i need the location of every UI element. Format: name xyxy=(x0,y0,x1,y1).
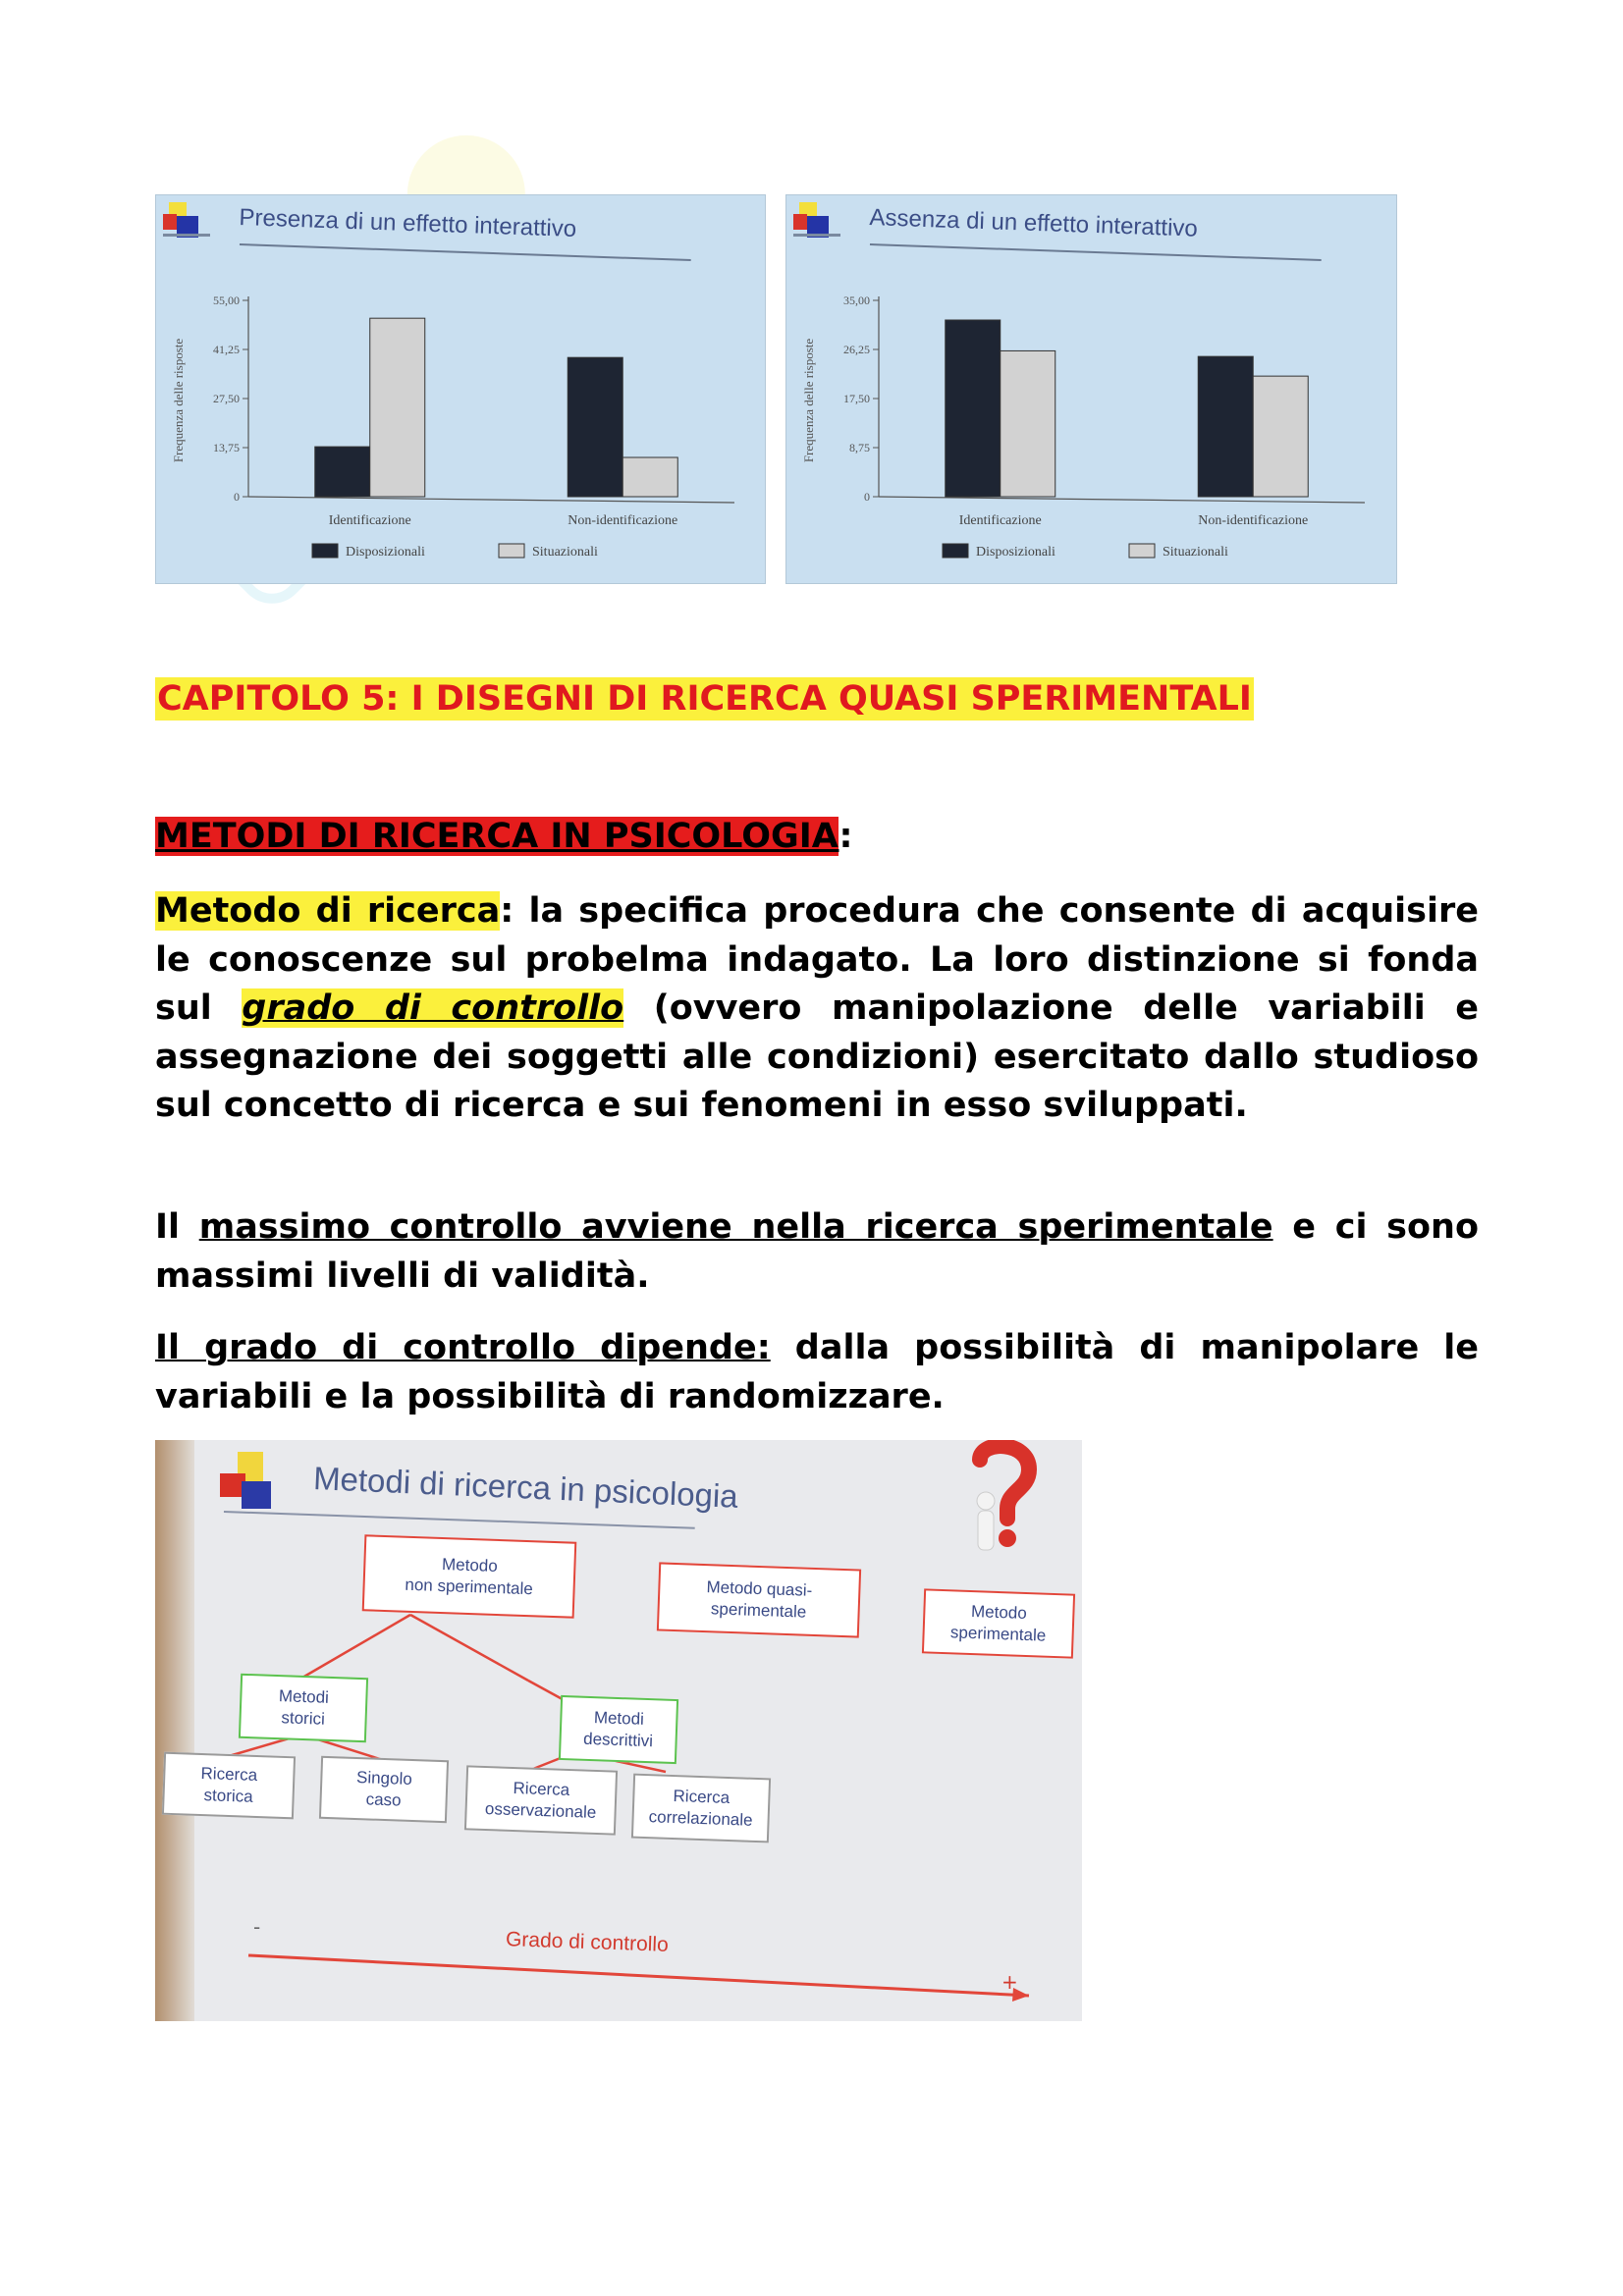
y-tick-label: 41,25 xyxy=(213,343,240,356)
bar-situazionali-0 xyxy=(370,318,425,497)
axis-minus-label: - xyxy=(253,1915,261,1939)
bar-situazionali-0 xyxy=(1001,350,1055,497)
node-metodi-descrittivi: Metodi descrittivi xyxy=(559,1695,678,1764)
emph-grado-di-controllo: grado di controllo xyxy=(242,988,624,1028)
axis-label-grado-di-controllo: Grado di controllo xyxy=(505,1928,670,1956)
y-tick-label: 0 xyxy=(234,490,240,504)
y-tick-label: 13,75 xyxy=(213,441,240,454)
legend-swatch xyxy=(499,544,524,558)
bar-disposizionali-0 xyxy=(315,447,370,497)
x-category-label: Non-identificazione xyxy=(1198,513,1309,528)
chart-presenza-effetto xyxy=(155,194,766,584)
bar-chart-left xyxy=(155,194,766,584)
node-ricerca-osservazionale: Ricerca osservazionale xyxy=(464,1765,618,1835)
node-metodi-storici: Metodi storici xyxy=(239,1674,368,1742)
bar-disposizionali-1 xyxy=(1198,356,1253,497)
node-metodo-quasi-sperimentale: Metodo quasi- sperimentale xyxy=(657,1562,861,1637)
y-tick-label: 0 xyxy=(864,490,870,504)
legend-label: Situazionali xyxy=(1163,545,1228,560)
y-tick-label: 35,00 xyxy=(843,294,870,307)
x-category-label: Identificazione xyxy=(958,513,1042,528)
bar-disposizionali-0 xyxy=(946,320,1001,497)
section-title-text: METODI DI RICERCA IN PSICOLOGIA xyxy=(155,817,839,856)
legend-label: Situazionali xyxy=(532,545,598,560)
bar-chart-right xyxy=(785,194,1397,584)
node-singolo-caso: Singolo caso xyxy=(319,1756,449,1823)
y-tick-label: 17,50 xyxy=(843,392,870,405)
chart-assenza-effetto xyxy=(785,194,1397,584)
y-tick-label: 55,00 xyxy=(213,294,240,307)
diagram-metodi-ricerca xyxy=(155,1440,1082,2021)
legend-swatch xyxy=(312,544,338,558)
y-axis-label: Frequenza delle risposte xyxy=(801,338,816,463)
legend-swatch xyxy=(1129,544,1155,558)
diagram-title: Metodi di ricerca in psicologia xyxy=(312,1460,739,1515)
axis-plus-label: + xyxy=(1001,1970,1018,1994)
node-ricerca-storica: Ricerca storica xyxy=(162,1752,296,1820)
section-title: METODI DI RICERCA IN PSICOLOGIA: xyxy=(155,817,853,856)
x-category-label: Non-identificazione xyxy=(568,513,678,528)
bar-situazionali-1 xyxy=(622,457,677,497)
x-axis-line xyxy=(248,497,734,503)
node-metodo-non-sperimentale: Metodo non sperimentale xyxy=(362,1534,577,1618)
legend-label: Disposizionali xyxy=(976,545,1055,560)
y-tick-label: 27,50 xyxy=(213,392,240,405)
paragraph-metodo: Metodo di ricerca: la specifica procedura che consente di acquisire le conoscenze sul probelma indagato. La loro distinzione si fonda sul grado di controllo (ovvero manipolazione delle variabili e assegnazione dei soggetti alle condizioni) esercitato dallo studioso sul concetto di ricerca e sui fenomeni in esso sviluppati. xyxy=(155,891,1479,1125)
chart-title: Assenza di un effetto interattivo xyxy=(869,204,1199,242)
term-metodo-di-ricerca: Metodo di ricerca xyxy=(155,891,501,931)
x-category-label: Identificazione xyxy=(328,513,411,528)
node-metodo-sperimentale: Metodo sperimentale xyxy=(922,1588,1075,1658)
bar-disposizionali-1 xyxy=(568,357,622,497)
paragraph-grado-controllo: Il grado di controllo dipende: dalla possibilità di manipolare le variabili e la possibilità di randomizzare. xyxy=(155,1328,1479,1416)
legend-label: Disposizionali xyxy=(346,545,425,560)
legend-swatch xyxy=(943,544,968,558)
chart-title: Presenza di un effetto interattivo xyxy=(239,204,577,242)
x-axis-line xyxy=(879,497,1365,503)
paragraph-massimo-controllo: Il massimo controllo avviene nella ricerca sperimentale e ci sono massimi livelli di validità. xyxy=(155,1207,1479,1296)
node-ricerca-correlazionale: Ricerca correlazionale xyxy=(631,1774,771,1843)
y-tick-label: 8,75 xyxy=(849,441,870,454)
y-tick-label: 26,25 xyxy=(843,343,870,356)
chapter-title: CAPITOLO 5: I DISEGNI DI RICERCA QUASI SPERIMENTALI xyxy=(157,679,1252,719)
y-axis-label: Frequenza delle risposte xyxy=(171,338,186,463)
bar-situazionali-1 xyxy=(1253,376,1308,497)
